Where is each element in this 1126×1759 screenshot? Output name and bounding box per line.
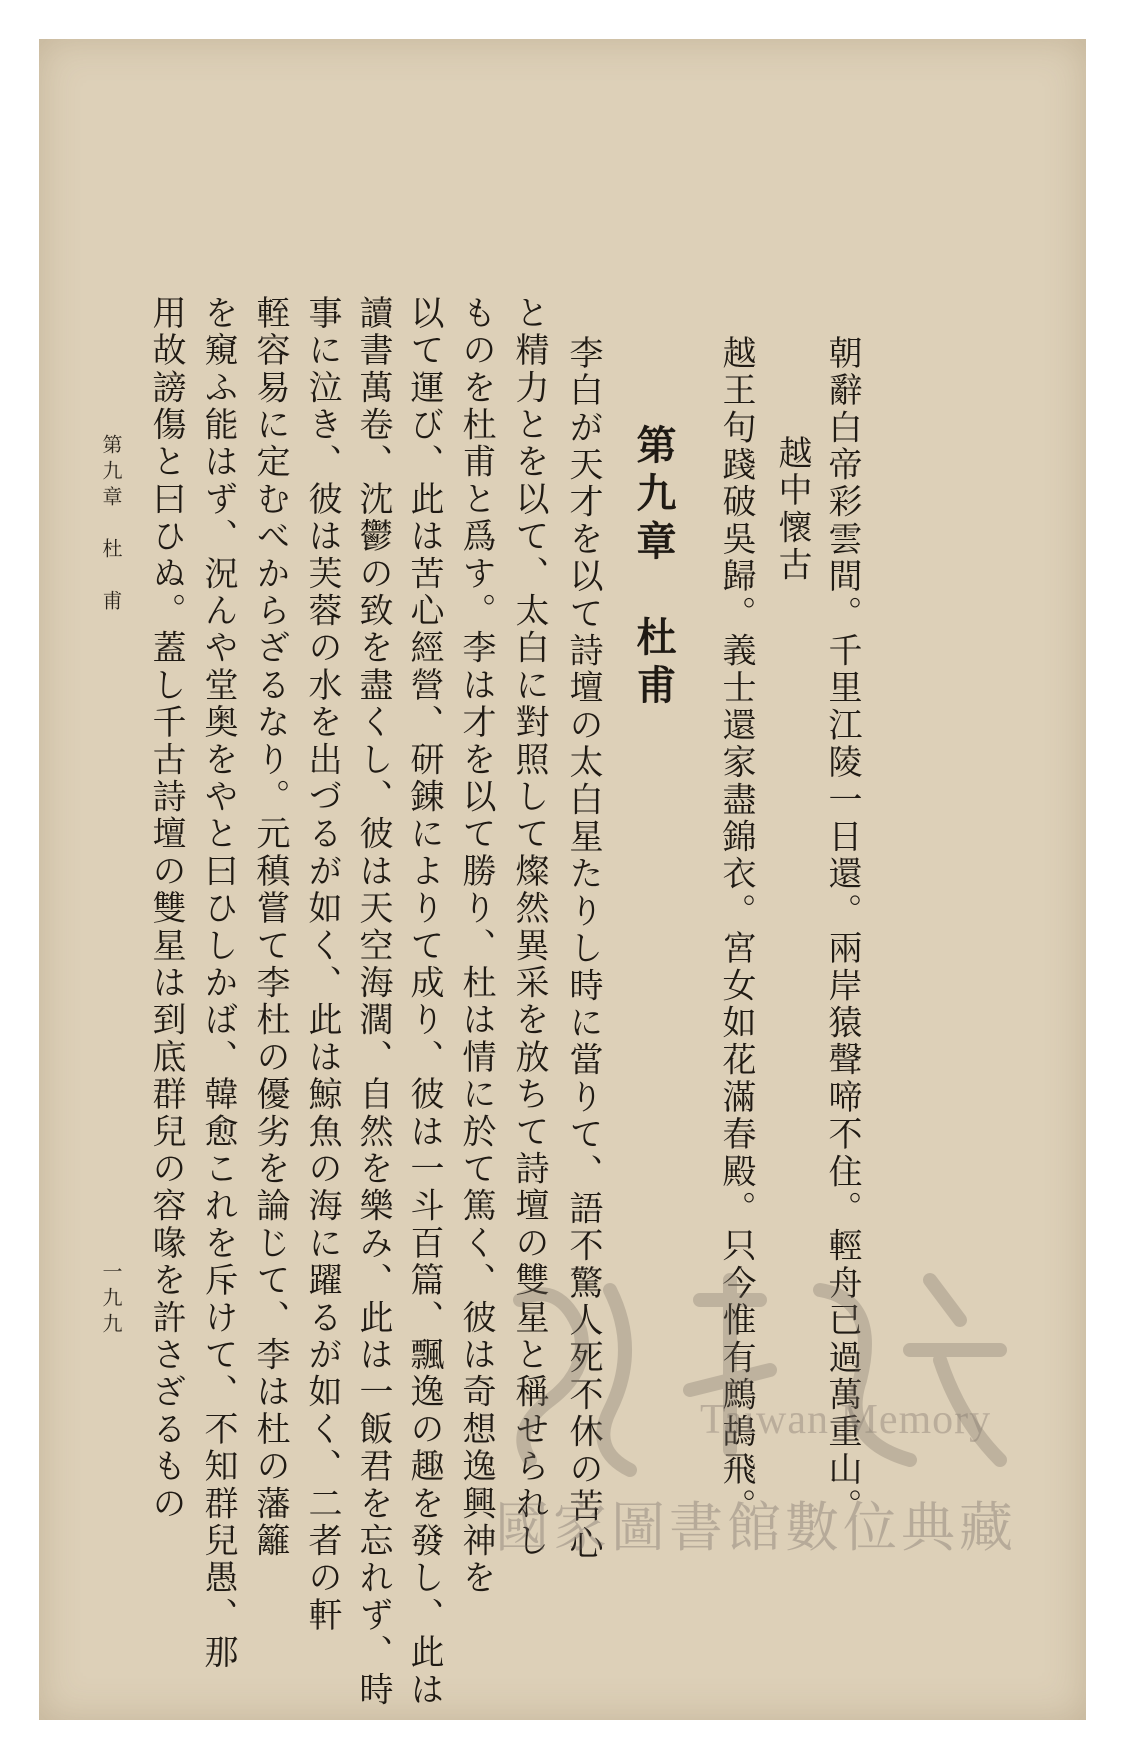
body-text-column: 讀書萬卷、沈鬱の致を盡くし、彼は天空海濶、自然を樂み、此は一飯君を忘れず、時 [353,295,393,1709]
watermark-latin: Taiwan Memory [700,1397,992,1443]
body-text-column: 以て運び、此は苦心經營、研錬によりて成り、彼は一斗百篇、飄逸の趣を發し、此は [404,295,444,1709]
book-page [39,39,1086,1720]
poem-title: 越中懷古 [772,435,812,584]
body-text-column: と精力とを以て、太白に對照して燦然異采を放ちて詩壇の雙星と稱せられし [509,295,549,1560]
body-text-column: 事に泣き、彼は芙蓉の水を出づるが如く、此は鯨魚の海に躍るが如く、二者の軒 [302,295,342,1635]
chapter-title: 第九章 杜甫 [630,424,677,712]
watermark-chinese: 國家圖書館數位典藏 [495,1496,1017,1559]
running-head: 第九章 杜 甫 [99,434,123,616]
body-text-column: 李白が天才を以て詩壇の太白星たりし時に當りて、語不驚人死不休の苦心 [563,335,603,1563]
poem-line: 越王句踐破吳歸。義士還家盡錦衣。宮女如花滿春殿。只今惟有鷓鴣飛。 [716,335,756,1526]
body-text-column: 用故謗傷と曰ひぬ。蓋し千古詩壇の雙星は到底群兒の容喙を許さざるもの [146,295,186,1523]
body-text-column: ものを杜甫と爲す。李は才を以て勝り、杜は情に於て篤く、彼は奇想逸興神を [456,295,496,1597]
poem-line: 朝辭白帝彩雲間。千里江陵一日還。兩岸猿聲啼不住。輕舟已過萬重山。 [822,335,862,1526]
page-number: 一九九 [99,1261,123,1339]
body-text-column: 輊容易に定むべからざるなり。元稹嘗て李杜の優劣を論じて、李は杜の藩籬 [250,295,290,1560]
body-text-column: を窺ふ能はず、況んや堂奥をやと曰ひしかば、韓愈これを斥けて、不知群兒愚、那 [198,295,238,1672]
